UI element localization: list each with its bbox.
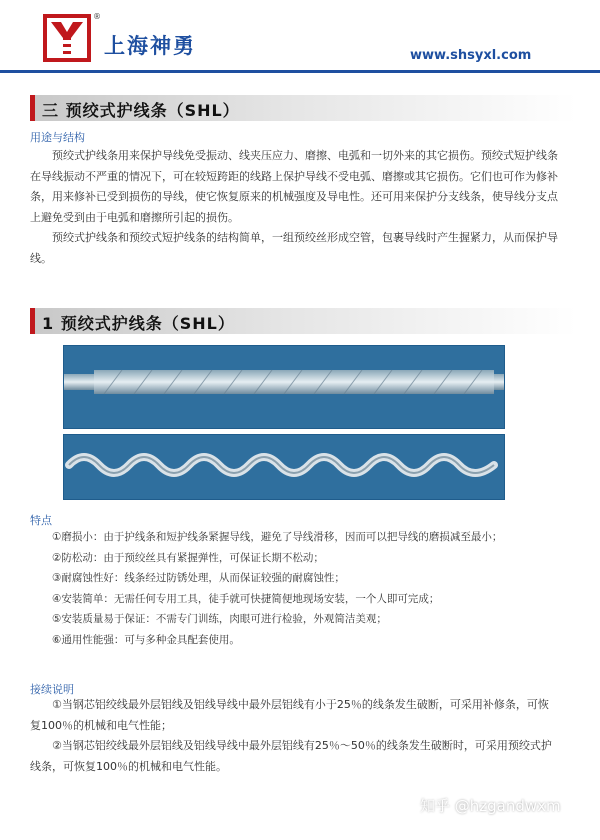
page-header	[0, 0, 600, 80]
features-list	[52, 527, 572, 650]
list-item: ⑥通用性能强：可与多种金具配套使用。	[52, 633, 240, 646]
list-item: ②防松动：由于预绞丝具有紧握弹性，可保证长期不松动；	[52, 551, 324, 564]
product-photo-wavy	[63, 434, 505, 500]
splice-paragraph-2: ②当钢芯铝绞线最外层铝线及铝线导线中最外层铝线有25％～50％的线条发生破断时，可采用预绞式护线条，可恢复100％的机械和电气性能。	[30, 739, 552, 773]
splice-paragraph-1: ①当钢芯铝绞线最外层铝线及铝线导线中最外层铝线有小于25％的线条发生破断，可采用补修条，可恢复100％的机械和电气性能；	[30, 698, 549, 732]
list-item: ④安装简单：无需任何专用工具，徒手就可快捷简便地现场安装，一个人即可完成；	[52, 592, 440, 605]
watermark-text: 知乎 @hzgandwxm	[420, 797, 561, 815]
list-item: ①磨损小：由于护线条和短护线条紧握导线，避免了导线滑移，因而可以把导线的磨损减至最小；	[52, 531, 503, 543]
company-name: 上海神勇	[104, 34, 196, 58]
subsection-accent	[30, 308, 35, 334]
usage-heading: 用途与结构	[30, 131, 85, 144]
company-logo	[43, 14, 91, 62]
product-photo-straight	[63, 345, 505, 429]
subsection-title: 1 预绞式护线条（SHL）	[42, 314, 235, 333]
section-title: 三 预绞式护线条（SHL）	[42, 101, 240, 120]
usage-paragraph-1: 预绞式护线条用来保护导线免受振动、线夹压应力、磨擦、电弧和一切外来的其它损伤。预绞式短护线条在导线振动不严重的情况下，可在较短跨距的线路上保护导线不受电弧、磨擦或其它损伤。它们也可作为修补条，用来修补已受到损伤的导线，使它恢复原来的机械强度及导电性。还可用来保护分支线条，使导线分支点上避免受到由于电弧和磨擦所引起的损伤。	[30, 149, 558, 224]
list-item: ③耐腐蚀性好：线条经过防锈处理，从而保证较强的耐腐蚀性；	[52, 572, 345, 584]
list-item: ⑤安装质量易于保证：不需专门训练，肉眼可进行检验，外观简洁美观；	[52, 613, 387, 625]
features-heading: 特点	[30, 514, 52, 527]
header-divider	[0, 70, 600, 73]
website-url[interactable]: www.shsyxl.com	[410, 48, 532, 63]
splice-heading: 接续说明	[30, 683, 74, 696]
registered-mark: ®	[93, 12, 101, 21]
usage-paragraph-2: 预绞式护线条和预绞式短护线条的结构简单，一组预绞丝形成空管，包裹导线时产生握紧力，从而保护导线。	[30, 231, 558, 265]
subsection-title-bar	[30, 308, 576, 334]
section-accent	[30, 95, 35, 121]
section-title-bar	[30, 95, 576, 121]
